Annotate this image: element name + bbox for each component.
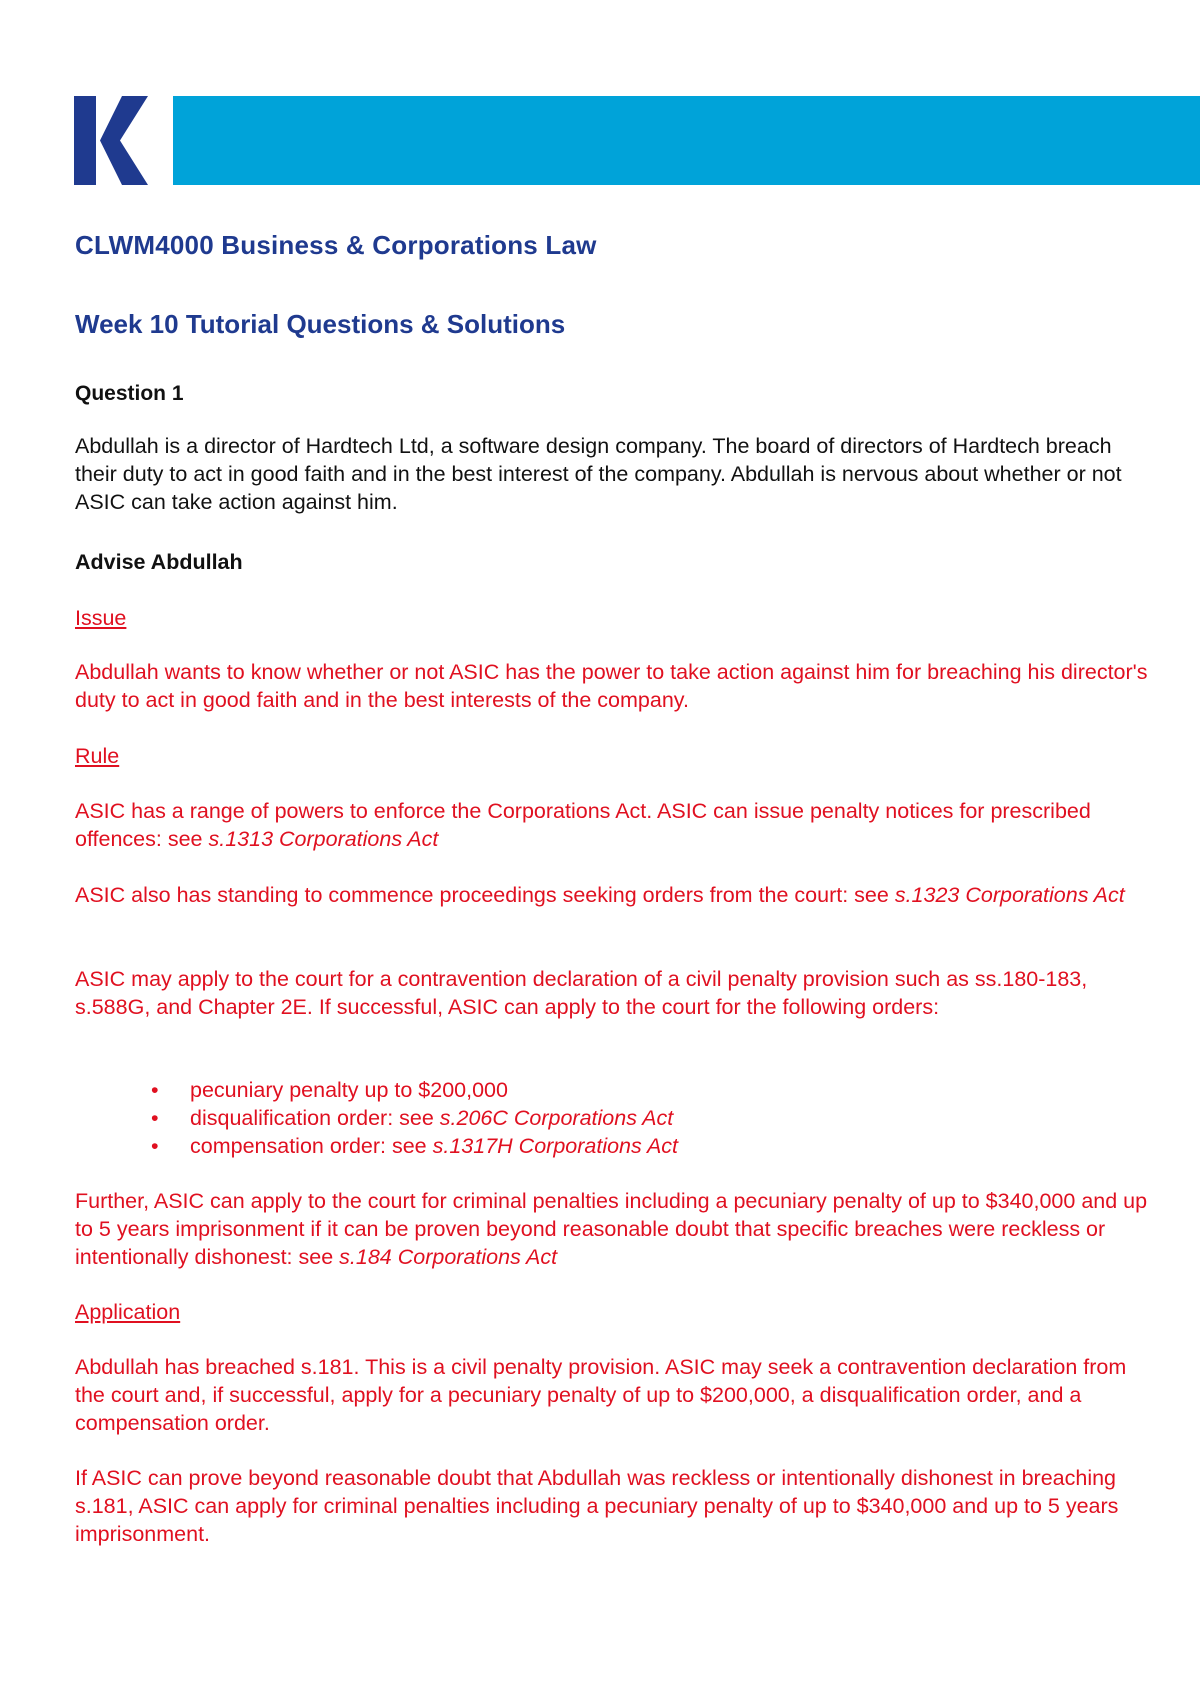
course-title: CLWM4000 Business & Corporations Law <box>75 230 597 260</box>
citation: s.1323 Corporations Act <box>894 883 1125 907</box>
question-heading: Question 1 <box>75 382 184 405</box>
application-paragraph-2: If ASIC can prove beyond reasonable doubt that Abdullah was reckless or intentionally dishonest in breaching s.181, ASIC can apply for criminal penalties including a pecuniary penalty of up to $340,000 and up to 5 years imprisonment. <box>75 1466 1119 1546</box>
citation: s.184 Corporations Act <box>339 1245 558 1269</box>
issue-heading: Issue <box>75 606 127 630</box>
rule-paragraph-2: ASIC also has standing to commence proceedings seeking orders from the court: see s.1323 Corporations Act <box>75 883 1125 907</box>
orders-list <box>75 1076 1155 1160</box>
question-body: Abdullah is a director of Hardtech Ltd, a software design company. The board of directors of Hardtech breach their duty to act in good faith and in the best interest of the company. Abdullah is nervous about whether or not ASIC can take action against him. <box>75 434 1122 514</box>
citation: s.206C Corporations Act <box>439 1106 674 1130</box>
list-item: • disqualification order: see s.206C Corporations Act <box>151 1106 674 1130</box>
application-paragraph-1: Abdullah has breached s.181. This is a civil penalty provision. ASIC may seek a contravention declaration from the court and, if successful, apply for a pecuniary penalty of up to $200,000, a disqualification order, and a compensation order. <box>75 1355 1127 1435</box>
header-band <box>173 96 1200 185</box>
k-logo-icon <box>74 96 160 185</box>
rule-paragraph-1: ASIC has a range of powers to enforce the Corporations Act. ASIC can issue penalty notices for prescribed offences: see s.1313 Corporations Act <box>75 799 1091 851</box>
rule-paragraph-3: ASIC may apply to the court for a contravention declaration of a civil penalty provision such as ss.180-183, s.588G, and Chapter 2E. If successful, ASIC can apply to the court for the following orders: <box>75 967 1088 1019</box>
application-heading: Application <box>75 1300 181 1324</box>
week-title: Week 10 Tutorial Questions & Solutions <box>75 309 566 339</box>
question-prompt: Advise Abdullah <box>75 550 243 574</box>
citation: s.1313 Corporations Act <box>208 827 439 851</box>
citation: s.1317H Corporations Act <box>432 1134 679 1158</box>
rule-paragraph-4: Further, ASIC can apply to the court for criminal penalties including a pecuniary penalty of up to $340,000 and up to 5 years imprisonment if it can be proven beyond reasonable doubt that specific breaches were reckless or intentionally dishonest: see s.184 Corporations Act <box>75 1189 1148 1269</box>
issue-text: Abdullah wants to know whether or not ASIC has the power to take action against him for breaching his director's duty to act in good faith and in the best interests of the company. <box>75 660 1148 712</box>
list-item: • pecuniary penalty up to $200,000 <box>151 1078 508 1102</box>
rule-heading: Rule <box>75 744 120 768</box>
list-item: • compensation order: see s.1317H Corporations Act <box>151 1134 679 1158</box>
